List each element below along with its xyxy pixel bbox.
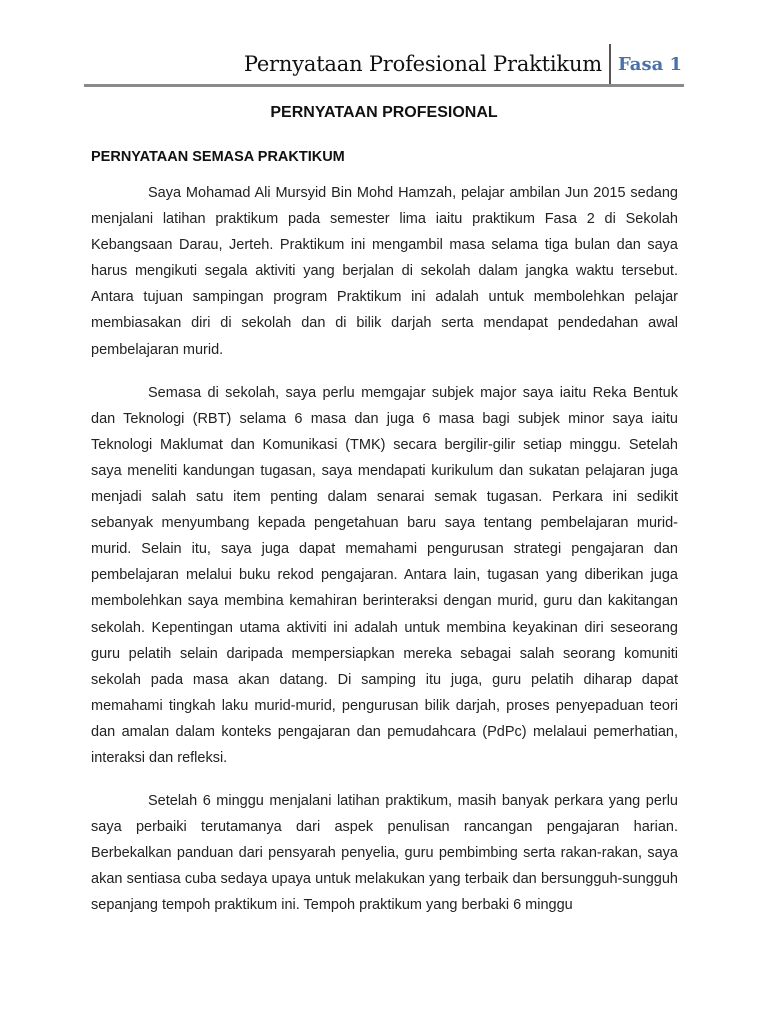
header-rule: [84, 84, 684, 87]
body-text: [91, 180, 678, 936]
section-heading: PERNYATAAN SEMASA PRAKTIKUM: [91, 149, 345, 165]
header-phase-label: Fasa 1: [618, 54, 683, 75]
paragraph-1: Saya Mohamad Ali Mursyid Bin Mohd Hamzah, pelajar ambilan Jun 2015 sedang menjalani latihan praktikum pada semester lima iaitu praktikum Fasa 2 di Sekolah Kebangsaan Darau, Jerteh. Praktikum ini mengambil masa selama tiga bulan dan saya harus mengikuti segala aktiviti yang berjalan di sekolah dalam jangka waktu tersebut. Antara tujuan sampingan program Praktikum ini adalah untuk membolehkan pelajar membiasakan diri di sekolah dan di bilik darjah serta mendapat pendedahan awal pembelajaran murid.: [91, 185, 678, 358]
header-title: Pernyataan Profesional Praktikum: [243, 52, 602, 76]
document-title: PERNYATAAN PROFESIONAL: [270, 104, 498, 121]
paragraph-3: Setelah 6 minggu menjalani latihan praktikum, masih banyak perkara yang perlu saya perbaiki terutamanya dari aspek penulisan rancangan pengajaran harian. Berbekalkan panduan dari pensyarah penyelia, guru pembimbing serta rakan-rakan, saya akan sentiasa cuba sedaya upaya untuk melakukan yang terbaik dan bersungguh-sungguh sepanjang tempoh praktikum ini. Tempoh praktikum yang berbaki 6 minggu: [91, 793, 678, 914]
header-divider: [609, 44, 611, 85]
page-header: [84, 44, 684, 85]
paragraph-2: Semasa di sekolah, saya perlu memgajar subjek major saya iaitu Reka Bentuk dan Teknologi (RBT) selama 6 masa dan juga 6 masa bagi subjek minor saya iaitu Teknologi Maklumat dan Komunikasi (TMK) secara bergilir-gilir setiap minggu. Setelah saya meneliti kandungan tugasan, saya mendapati kurikulum dan sukatan pelajaran juga menjadi salah satu item penting dalam senarai semak tugasan. Perkara ini sedikit sebanyak menyumbang kepada pengetahuan baru saya tentang pembelajaran murid-murid. Selain itu, saya juga dapat memahami pengurusan strategi pengajaran dan pembelajaran melalui buku rekod pengajaran. Antara lain, tugasan yang diberikan juga membolehkan saya membina kemahiran berinteraksi dengan murid, guru dan kakitangan sekolah. Kepentingan utama aktiviti ini adalah untuk membina keyakinan diri seseorang guru pelatih selain daripada mempersiapkan mereka sebagai salah seorang komuniti sekolah pada masa akan datang. Di samping itu juga, guru pelatih diharap dapat memahami tingkah laku murid-murid, pengurusan bilik darjah, proses penyepaduan teori dan amalan dalam konteks pengajaran dan pemudahcara (PdPc) melalaui pemerhatian, interaksi dan refleksi.: [91, 384, 678, 766]
